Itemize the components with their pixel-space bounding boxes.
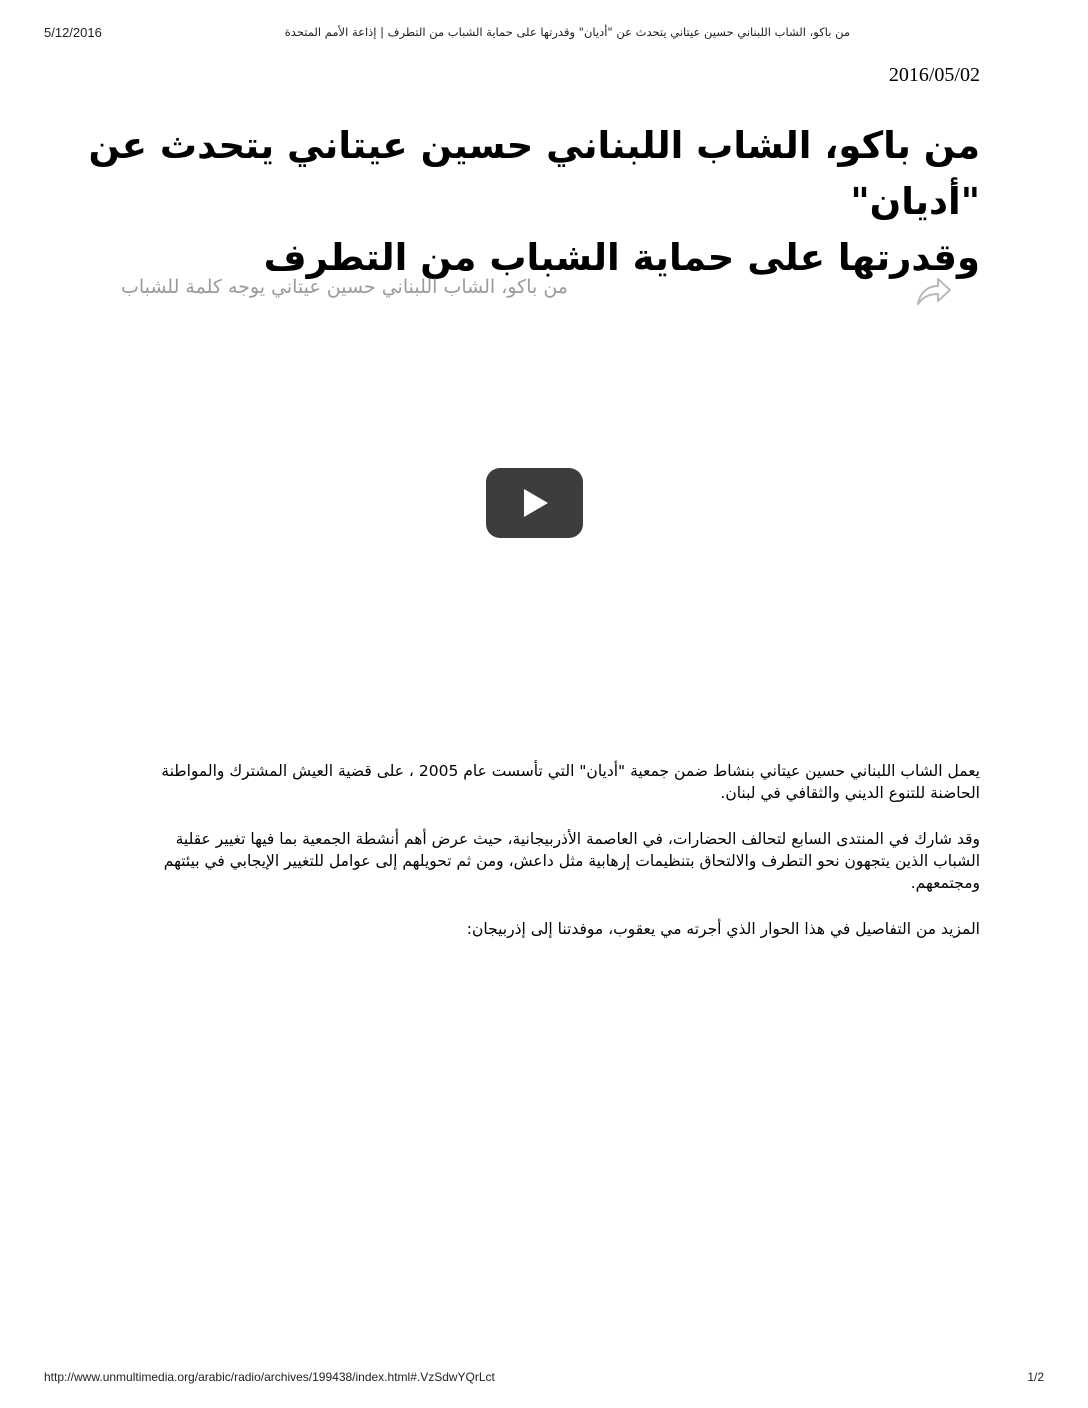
print-footer-url: http://www.unmultimedia.org/arabic/radio/archives/199438/index.html#.VzSdwYQrLct <box>44 1370 495 1384</box>
article-title-line-2: وقدرتها على حماية الشباب من التطرف <box>263 236 980 279</box>
print-header-title: من باكو، الشاب اللبناني حسين عيتاني يتحدث عن "أديان" وقدرتها على حماية الشباب من التطرف | إذاعة الأمم المتحدة <box>284 25 850 39</box>
article-paragraph-3: المزيد من التفاصيل في هذا الحوار الذي أجرته مي يعقوب، موفدتنا إلى إذربيجان: <box>466 920 980 938</box>
article-paragraph-2: وقد شارك في المنتدى السابع لتحالف الحضارات، في العاصمة الأذربيجانية، حيث عرض أهم أنشطة الجمعية بما فيها تغيير عقلية الشباب الذين يتجهون نحو التطرف والالتحاق بتنظيمات إرهابية مثل داعش، ومن ثم تحويلهم إلى عوامل للتغيير الإيجابي في بيئتهم ومجتمعهم. <box>163 830 980 892</box>
article-title-line-1: من باكو، الشاب اللبناني حسين عيتاني يتحدث عن "أديان" <box>88 124 980 223</box>
article-paragraph-1: يعمل الشاب اللبناني حسين عيتاني بنشاط ضمن جمعية "أديان" التي تأسست عام 2005 ، على قضية العيش المشترك والمواطنة الحاضنة للتنوع الديني والثقافي في لبنان. <box>161 762 980 802</box>
article-body <box>150 760 980 964</box>
print-header-date: 5/12/2016 <box>44 25 102 40</box>
print-footer-page-number: 1/2 <box>1027 1370 1044 1384</box>
video-play-button[interactable] <box>486 468 583 538</box>
play-icon <box>524 489 548 517</box>
video-caption: من باكو، الشاب اللبناني حسين عيتاني يوجه كلمة للشباب <box>120 276 568 298</box>
share-arrow-icon[interactable] <box>914 274 954 308</box>
article-date: 2016/05/02 <box>888 64 980 86</box>
article-title <box>80 118 980 286</box>
